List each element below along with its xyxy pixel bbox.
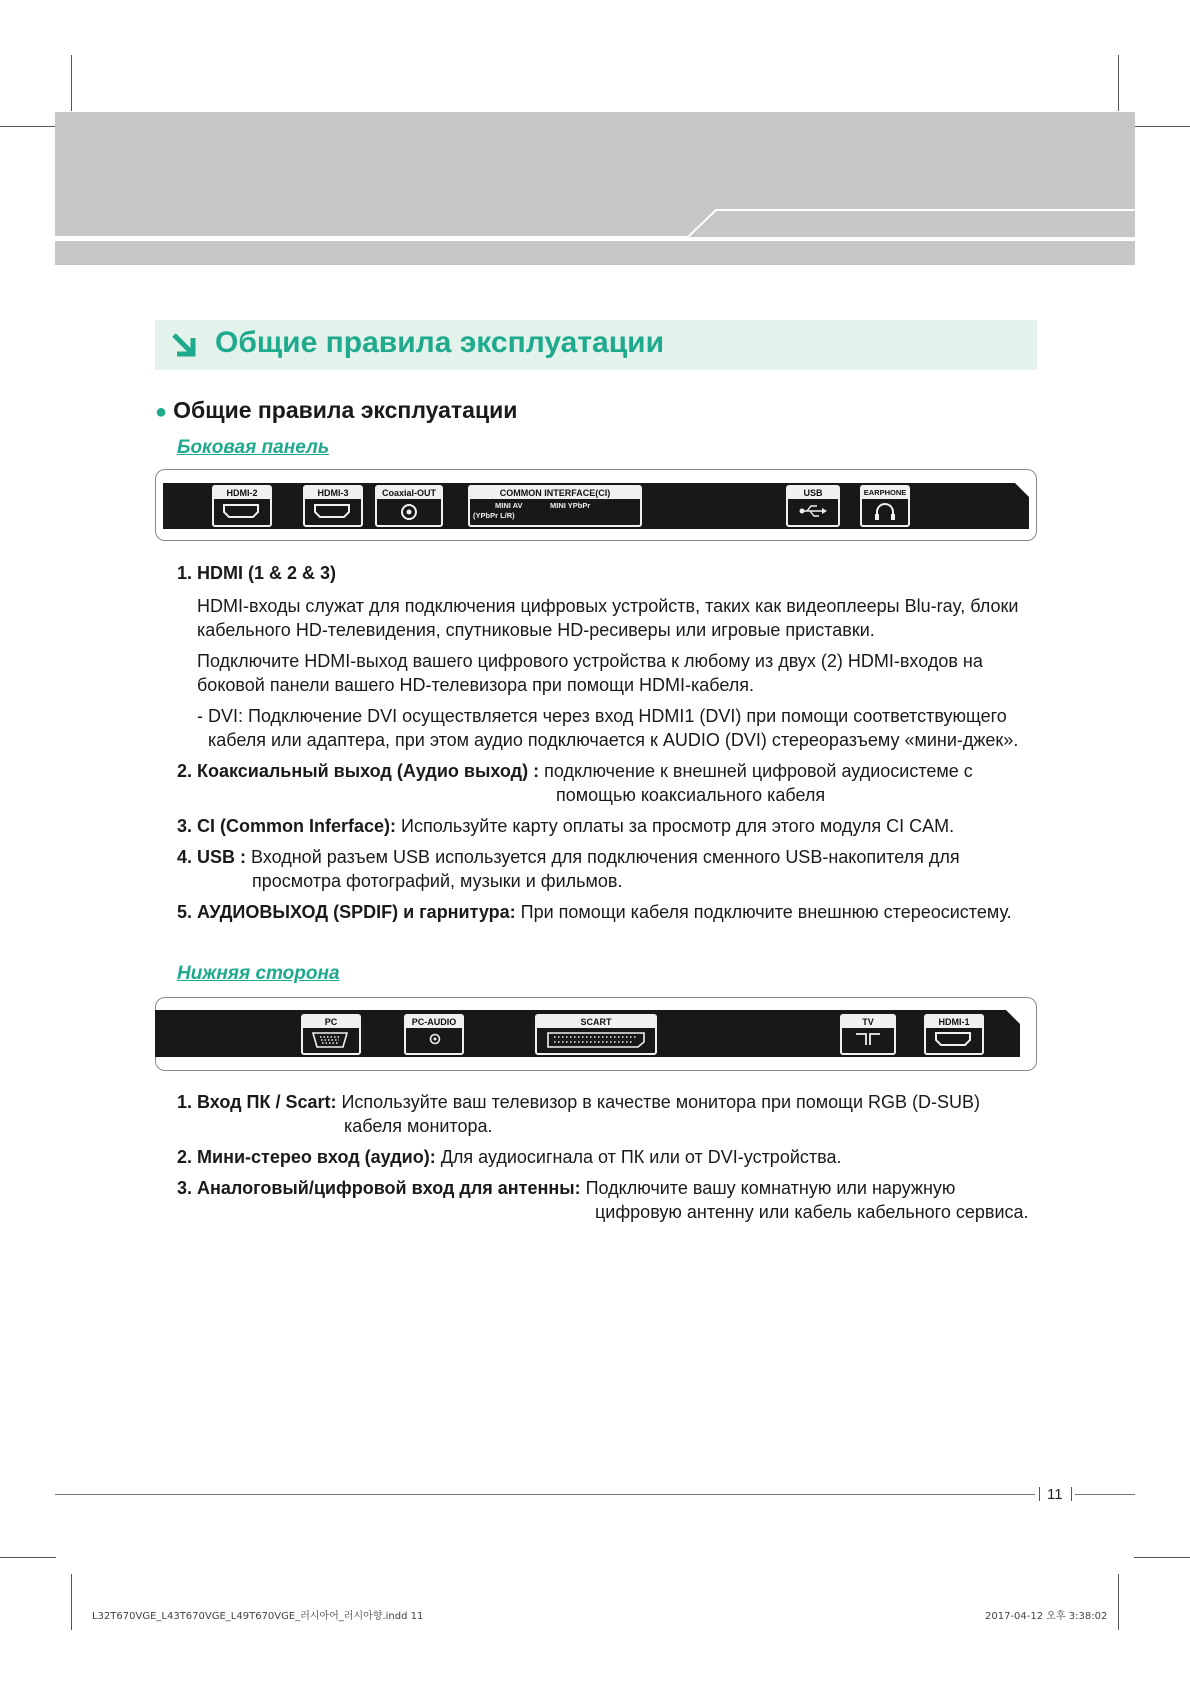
- coaxial-item-line-2: помощью коаксиального кабеля: [556, 785, 826, 805]
- hdmi3-port-label: HDMI-3: [305, 487, 361, 499]
- page-number: 11: [1047, 1486, 1063, 1503]
- section-banner: [155, 320, 1037, 370]
- side-panel-label: Боковая панель: [177, 437, 330, 458]
- ci-item: [177, 814, 954, 838]
- crop-mark: [1118, 55, 1119, 111]
- hdmi-connector-icon: [934, 1031, 972, 1047]
- usb-item-label: 4. USB :: [177, 847, 247, 867]
- header-divider-line: [55, 206, 1135, 241]
- crop-mark: [71, 55, 72, 111]
- sub-heading: [155, 397, 517, 424]
- bullet-icon: ●: [155, 401, 168, 423]
- antenna-item-line-2: цифровую антенну или кабель кабельного сервиса.: [595, 1202, 1029, 1222]
- crop-mark: [1134, 126, 1190, 127]
- hdmi2-port-label: HDMI-2: [214, 487, 270, 499]
- usb-item: [177, 845, 960, 869]
- footer-rule: [55, 1494, 1035, 1495]
- headphone-icon: [874, 502, 896, 522]
- dvi-note-line-1: - DVI: Подключение DVI осуществляется через вход HDMI1 (DVI) при помощи соответствующего: [197, 706, 1007, 726]
- audio-jack-icon: [428, 1032, 442, 1046]
- usb-item-text: Входной разъем USB используется для подключения сменного USB-накопителя для: [246, 847, 960, 867]
- hdmi1-port: [924, 1014, 984, 1055]
- hdmi-paragraph-1-line-2: кабельного HD-телевидения, спутниковые HD-ресиверы или игровые приставки.: [197, 620, 875, 640]
- mini-stereo-item: [177, 1145, 842, 1169]
- vga-connector-icon: [311, 1031, 349, 1049]
- dvi-note-line-2: кабеля или адаптера, при этом аудио подключается к AUDIO (DVI) стереоразъему «мини-джек».: [208, 730, 1019, 750]
- coaxial-jack-icon: [399, 502, 419, 522]
- tv-port-label: TV: [842, 1016, 894, 1028]
- usb-icon: [798, 503, 828, 519]
- earphone-port-label: EARPHONE: [863, 488, 907, 497]
- crop-mark: [0, 126, 56, 127]
- mini-stereo-item-text: Для аудиосигнала от ПК или от DVI-устройства.: [435, 1147, 842, 1167]
- crop-mark: [1118, 1574, 1119, 1630]
- print-slug-file: L32T670VGE_L43T670VGE_L49T670VGE_러시아어_러시아향.indd 11: [92, 1611, 424, 1622]
- ci-item-text: Используйте карту оплаты за просмотр для этого модуля CI CAM.: [396, 816, 955, 836]
- hdmi-paragraph-2-line-2: боковой панели вашего HD-телевизора при помощи HDMI-кабеля.: [197, 675, 755, 695]
- ci-slot: [468, 485, 642, 527]
- antenna-item-label: 3. Аналоговый/цифровой вход для антенны:: [177, 1178, 581, 1198]
- hdmi-paragraph-1-line-1: HDMI-входы служат для подключения цифровых устройств, таких как видеоплееры Blu-ray, блоки: [197, 596, 1019, 616]
- header-band-lower: [55, 241, 1135, 265]
- tv-antenna-port: [840, 1014, 896, 1055]
- spdif-item-label: 5. АУДИОВЫХОД (SPDIF) и гарнитура:: [177, 902, 516, 922]
- hdmi3-port: [303, 485, 363, 527]
- ci-mini-av-label: MINI AV: [495, 501, 523, 510]
- pc-audio-port: [404, 1014, 464, 1055]
- coaxial-item-text: подключение к внешней цифровой аудиосистеме с: [539, 761, 973, 781]
- pc-port-label: PC: [303, 1016, 359, 1028]
- print-slug-date: 2017-04-12 오후 3:38:02: [985, 1611, 1108, 1622]
- hdmi-paragraph-2-line-1: Подключите HDMI-выход вашего цифрового устройства к любому из двух (2) HDMI-входов на: [197, 651, 983, 671]
- hdmi2-port: [212, 485, 272, 527]
- antenna-item-text: Подключите вашу комнатную или наружную: [580, 1178, 956, 1198]
- coaxial-item: [177, 759, 973, 783]
- spdif-item-text: При помощи кабеля подключите внешнюю стереосистему.: [515, 902, 1012, 922]
- page-title: Общие правила эксплуатации: [215, 326, 665, 359]
- pc-audio-port-label: PC-AUDIO: [406, 1016, 462, 1028]
- bottom-panel-label: Нижняя сторона: [177, 963, 340, 984]
- scart-port-label: SCART: [537, 1016, 655, 1028]
- ci-slot-label: COMMON INTERFACE(CI): [470, 487, 640, 499]
- ci-ypbpr-lr-label: (YPbPr L/R): [473, 511, 515, 520]
- hdmi1-port-label: HDMI-1: [926, 1016, 982, 1028]
- scart-port: [535, 1014, 657, 1055]
- pc-scart-item-text: Используйте ваш телевизор в качестве монитора при помощи RGB (D-SUB): [336, 1092, 981, 1112]
- usb-item-line-2: просмотра фотографий, музыки и фильмов.: [252, 871, 623, 891]
- page-number-tick: [1071, 1487, 1072, 1501]
- pc-port: [301, 1014, 361, 1055]
- antenna-item: [177, 1176, 955, 1200]
- coaxial-port-label: Coaxial-OUT: [377, 487, 441, 499]
- ci-item-label: 3. CI (Common Inferface):: [177, 816, 397, 836]
- crop-mark: [71, 1574, 72, 1630]
- sub-heading-text: Общие правила эксплуатации: [173, 397, 518, 423]
- usb-port-label: USB: [788, 487, 838, 499]
- arrow-down-right-icon: [169, 330, 199, 360]
- earphone-port: [860, 485, 910, 527]
- pc-scart-item-label: 1. Вход ПК / Scart:: [177, 1092, 337, 1112]
- pc-scart-item: [177, 1090, 980, 1114]
- hdmi-connector-icon: [313, 503, 351, 519]
- crop-mark: [0, 1557, 56, 1558]
- usb-port: [786, 485, 840, 527]
- footer-rule-right: [1075, 1494, 1135, 1495]
- scart-connector-icon: [546, 1031, 646, 1049]
- antenna-connector-icon: [854, 1031, 882, 1047]
- crop-mark: [1134, 1557, 1190, 1558]
- mini-stereo-item-label: 2. Мини-стерео вход (аудио):: [177, 1147, 436, 1167]
- pc-scart-item-line-2: кабеля монитора.: [344, 1116, 493, 1136]
- coaxial-port: [375, 485, 443, 527]
- hdmi-connector-icon: [222, 503, 260, 519]
- coaxial-item-label: 2. Коаксиальный выход (Аудио выход) :: [177, 761, 540, 781]
- spdif-item: [177, 900, 1012, 924]
- hdmi-section-title: 1. HDMI (1 & 2 & 3): [177, 563, 337, 583]
- ci-mini-ypbpr-label: MINI YPbPr: [550, 501, 591, 510]
- page-number-tick: [1039, 1487, 1040, 1501]
